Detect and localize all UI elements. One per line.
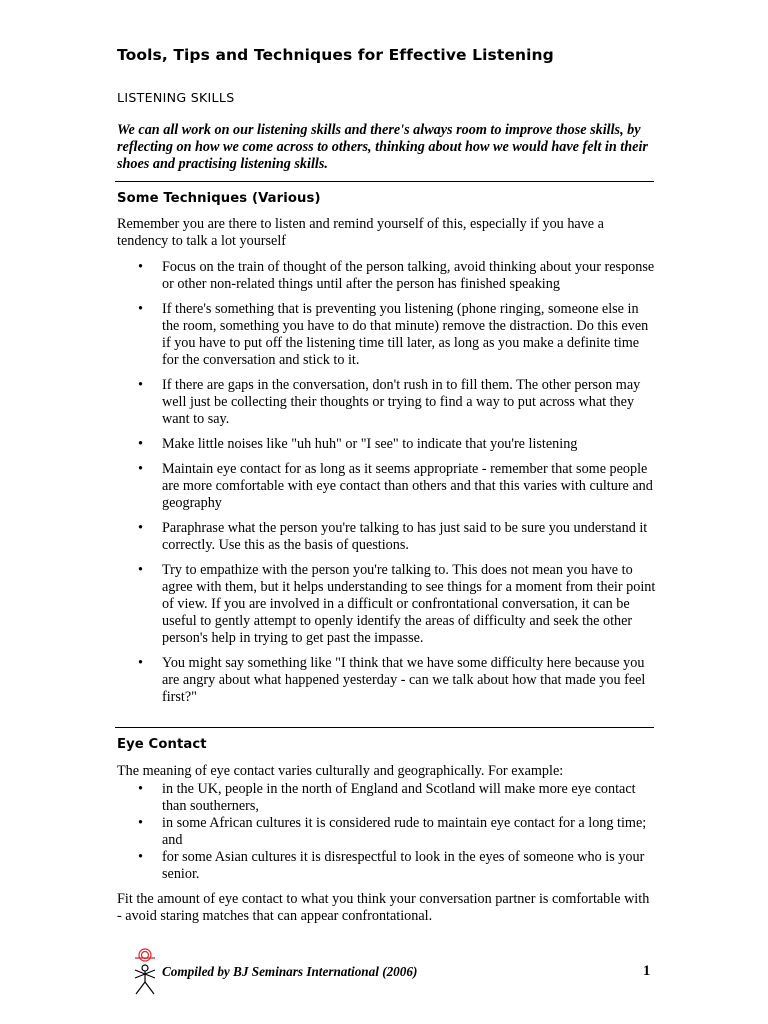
list-item: • If there's something that is preventing you listening (phone ringing, someone else in the room, something you have to do that minute) remove the distraction. Do this even if you have to put off the listening time till later, as long as you make a definite time for the conversation and stick to it. <box>138 301 649 368</box>
list-item: • Make little noises like "uh huh" or "I see" to indicate that you're listening <box>138 436 578 452</box>
bullet-icon: • <box>138 781 143 797</box>
list-item: • If there are gaps in the conversation, don't rush in to fill them. The other person may well just be collecting their thoughts or trying to find a way to put across what they want to say. <box>138 377 641 427</box>
list-item: • Maintain eye contact for as long as it seems appropriate - remember that some people are more comfortable with eye contact than others and that this varies with culture and geography <box>138 461 653 511</box>
bullet-icon: • <box>138 301 143 317</box>
list-item: • You might say something like "I think that we have some difficulty here because you are angry about what happened yesterday - can we talk about how that made you feel first?" <box>138 655 646 705</box>
techniques-heading: Some Techniques (Various) <box>117 191 321 206</box>
eye-contact-heading: Eye Contact <box>117 737 207 752</box>
bullet-icon: • <box>138 815 143 831</box>
bullet-icon: • <box>138 562 143 578</box>
list-item: • in some African cultures it is considered rude to maintain eye contact for a long time; and <box>138 815 647 848</box>
bullet-icon: • <box>138 520 143 536</box>
divider-rule <box>115 181 654 182</box>
divider-rule <box>115 727 654 728</box>
eye-contact-closing: Fit the amount of eye contact to what you think your conversation partner is comfortable with - avoid staring matches that can appear confrontational. <box>117 891 650 924</box>
eye-contact-list <box>117 781 657 883</box>
page-footer <box>130 948 660 996</box>
list-item: • Try to empathize with the person you're talking to. This does not mean you have to agree with them, but it helps understanding to see things for a moment from their point of view. If you are involved in a difficult or confrontational conversation, it can be useful to gently attempt to openly identify the areas of difficulty and seek the other person's help in trying to get past the impasse. <box>138 562 656 646</box>
intro-paragraph: We can all work on our listening skills and there's always room to improve those skills, by reflecting on how we come across to others, thinking about how we would have felt in their shoes and practising listening skills. <box>117 122 648 172</box>
list-item: • in the UK, people in the north of England and Scotland will make more eye contact than southerners, <box>138 781 636 814</box>
logo-icon <box>130 948 160 996</box>
bullet-icon: • <box>138 259 143 275</box>
section-heading: LISTENING SKILLS <box>117 90 235 105</box>
bullet-icon: • <box>138 849 143 865</box>
eye-contact-intro: The meaning of eye contact varies culturally and geographically. For example: <box>117 763 564 779</box>
page-number: 1 <box>643 963 651 979</box>
list-item: • Paraphrase what the person you're talking to has just said to be sure you understand it correctly. Use this as the basis of questions. <box>138 520 648 553</box>
bullet-icon: • <box>138 461 143 477</box>
techniques-list <box>117 259 657 714</box>
list-item: • Focus on the train of thought of the person talking, avoid thinking about your response or other non-related things until after the person has finished speaking <box>138 259 655 292</box>
footer-credit: Compiled by BJ Seminars International (2006) <box>162 964 418 979</box>
bullet-icon: • <box>138 655 143 671</box>
techniques-intro: Remember you are there to listen and remind yourself of this, especially if you have a tendency to talk a lot yourself <box>117 216 604 249</box>
list-item: • for some Asian cultures it is disrespectful to look in the eyes of someone who is your senior. <box>138 849 645 882</box>
page-title: Tools, Tips and Techniques for Effective Listening <box>117 46 554 64</box>
bullet-icon: • <box>138 436 143 452</box>
bullet-icon: • <box>138 377 143 393</box>
